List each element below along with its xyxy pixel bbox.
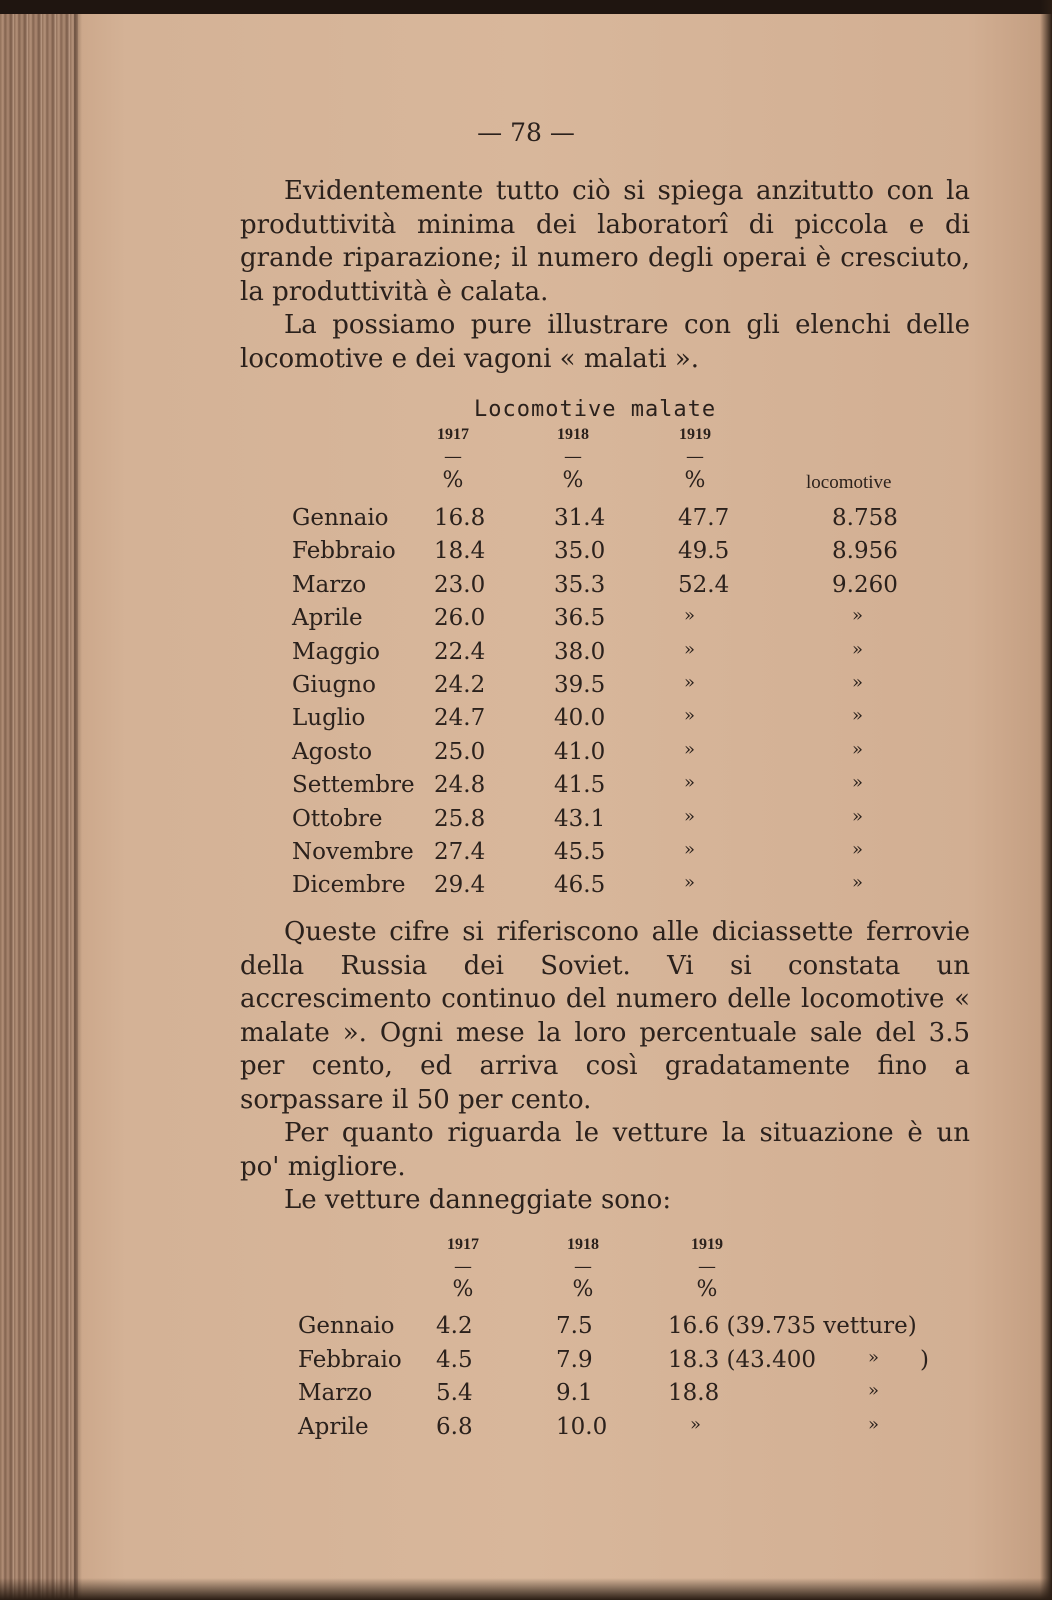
table2-pct-1: % — [452, 1277, 474, 1302]
table1-dash-1: — — [444, 446, 462, 467]
value-1918: 46.5 — [554, 872, 606, 899]
table1-row — [292, 639, 932, 672]
value-1919: » — [684, 805, 696, 827]
value-1918: 38.0 — [554, 638, 606, 665]
table1-locomotive-header: locomotive — [806, 472, 892, 493]
value-1919: 49.5 — [678, 538, 730, 565]
table1-row — [292, 572, 932, 605]
table1-year-1918: 1918 — [557, 426, 589, 443]
month-label: Aprile — [292, 605, 363, 632]
table1-pct-2: % — [562, 468, 584, 493]
table2-row — [298, 1347, 948, 1380]
value-1917: 25.8 — [434, 805, 486, 832]
month-label: Febbraio — [292, 538, 396, 565]
page-stack-edge — [0, 0, 78, 1600]
value-1919: 47.7 — [678, 505, 730, 531]
table1-row — [292, 505, 932, 538]
value-1919: » — [684, 638, 696, 660]
locomotive-count: » — [852, 872, 864, 894]
value-1919: 16.6 (39.735 vetture) — [668, 1313, 917, 1339]
value-1918: 45.5 — [554, 839, 606, 865]
month-label: Settembre — [292, 772, 415, 799]
value-1918: 10.0 — [556, 1413, 608, 1440]
table1-row — [292, 806, 932, 839]
month-label: Aprile — [298, 1413, 369, 1440]
table1-year-1919: 1919 — [679, 426, 711, 443]
page-number: — 78 — — [477, 118, 575, 147]
month-label: Agosto — [292, 738, 373, 765]
table2-pct-3: % — [696, 1277, 718, 1302]
value-1919: » — [684, 872, 696, 894]
table2-dash-2: — — [574, 1256, 592, 1277]
value-1919: 52.4 — [678, 571, 730, 598]
value-1919: » — [684, 705, 696, 727]
locomotive-count: » — [852, 738, 864, 760]
value-1918: 40.0 — [554, 705, 606, 732]
value-1917: 24.2 — [434, 672, 486, 698]
value-1917: 24.7 — [434, 705, 486, 732]
locomotive-count: 8.758 — [832, 505, 898, 531]
table2-year-1917: 1917 — [447, 1236, 479, 1253]
value-1919: » — [684, 839, 696, 860]
value-1919: » — [684, 605, 696, 627]
value-1918: 9.1 — [556, 1380, 593, 1407]
locomotive-count: » — [852, 705, 864, 727]
ditto-mark: » — [868, 1346, 880, 1368]
month-label: Gennaio — [298, 1313, 395, 1339]
value-1918: 41.0 — [554, 738, 606, 765]
ditto-mark: » — [868, 1380, 880, 1402]
table1-year-1917: 1917 — [437, 426, 469, 443]
locomotive-count: » — [852, 672, 864, 693]
table1-dash-3: — — [686, 446, 704, 467]
locomotive-count: 9.260 — [832, 571, 898, 598]
value-1917: 25.0 — [434, 738, 486, 765]
table1-dash-2: — — [564, 446, 582, 467]
value-1918: 39.5 — [554, 672, 606, 698]
value-1917: 18.4 — [434, 538, 486, 565]
body-text — [240, 916, 970, 1218]
top-shadow — [0, 0, 1052, 14]
table1-row — [292, 739, 932, 772]
locomotive-count: 8.956 — [832, 538, 898, 565]
month-label: Marzo — [298, 1380, 373, 1407]
table1-row — [292, 772, 932, 805]
value-1919: » — [684, 772, 696, 794]
value-1918: 35.3 — [554, 571, 606, 598]
value-1919: » — [690, 1413, 702, 1435]
value-1917: 16.8 — [434, 505, 486, 531]
paragraph-2: La possiamo pure illustrare con gli elenchi delle locomotive e dei vagoni « malati ». — [240, 310, 970, 374]
value-1918: 31.4 — [554, 505, 606, 531]
value-1918: 35.0 — [554, 538, 606, 565]
value-1917: 4.5 — [436, 1346, 473, 1373]
value-1918: 36.5 — [554, 605, 606, 632]
table2-row — [298, 1313, 948, 1346]
month-label: Gennaio — [292, 505, 389, 531]
ditto-mark: » — [868, 1413, 880, 1435]
table2-dash-3: — — [698, 1256, 716, 1277]
value-1917: 24.8 — [434, 772, 486, 799]
table2-row — [298, 1380, 948, 1413]
locomotive-count: » — [852, 605, 864, 627]
table2-dash-1: — — [454, 1256, 472, 1277]
month-label: Febbraio — [298, 1346, 402, 1373]
locomotive-count: » — [852, 805, 864, 827]
table1-row — [292, 705, 932, 738]
table1-row — [292, 872, 932, 905]
value-1917: 4.2 — [436, 1313, 473, 1339]
locomotive-count: » — [852, 839, 864, 860]
table1-title: Locomotive malate — [474, 397, 717, 422]
month-label: Marzo — [292, 571, 367, 598]
paragraph-5: Le vetture danneggiate sono: — [284, 1185, 672, 1215]
table2-year-1919: 1919 — [691, 1236, 723, 1253]
value-1919: » — [684, 738, 696, 760]
value-1917: 6.8 — [436, 1413, 473, 1440]
table2-pct-2: % — [572, 1277, 594, 1302]
month-label: Luglio — [292, 705, 366, 732]
month-label: Ottobre — [292, 805, 383, 832]
value-1918: 43.1 — [554, 805, 606, 832]
locomotive-count: » — [852, 772, 864, 794]
value-1917: 27.4 — [434, 839, 486, 865]
month-label: Novembre — [292, 839, 414, 865]
table1-pct-1: % — [442, 468, 464, 493]
value-1917: 26.0 — [434, 605, 486, 632]
table2-year-1918: 1918 — [567, 1236, 599, 1253]
month-label: Maggio — [292, 638, 380, 665]
value-1917: 5.4 — [436, 1380, 473, 1407]
closing-paren: ) — [920, 1346, 929, 1373]
table1-row — [292, 538, 932, 571]
bottom-shadow — [0, 1578, 1052, 1600]
table1-row — [292, 672, 932, 705]
right-shadow — [1040, 0, 1052, 1600]
value-1918: 7.9 — [556, 1346, 593, 1373]
paragraph-4: Per quanto riguarda le vetture la situazione è un po' migliore. — [240, 1118, 970, 1182]
month-label: Giugno — [292, 672, 376, 698]
month-label: Dicembre — [292, 872, 406, 899]
intro-text — [240, 175, 970, 376]
locomotive-count: » — [852, 638, 864, 660]
paragraph-1: Evidentemente tutto ciò si spiega anzitutto con la produttività minima dei laboratorî di piccola e di grande riparazione; il numero degli operai è cresciuto, la produttività è calata. — [240, 176, 970, 307]
table1-row — [292, 605, 932, 638]
value-1919: 18.3 (43.400 — [668, 1346, 816, 1373]
table2-row — [298, 1414, 948, 1447]
value-1919: 18.8 — [668, 1380, 720, 1407]
value-1919: » — [684, 672, 696, 693]
value-1917: 22.4 — [434, 638, 486, 665]
value-1917: 23.0 — [434, 571, 486, 598]
table1-row — [292, 839, 932, 872]
table1-pct-3: % — [684, 468, 706, 493]
paragraph-3: Queste cifre si riferiscono alle diciassette ferrovie della Russia dei Soviet. Vi si constata un accrescimento continuo del numero delle locomotive « malate ». Ogni mese la loro percentuale sale del 3.5 per cento, ed arriva così gradatamente fino a sorpassare il 50 per cento. — [240, 917, 970, 1115]
value-1918: 7.5 — [556, 1313, 593, 1339]
value-1917: 29.4 — [434, 872, 486, 899]
value-1918: 41.5 — [554, 772, 606, 799]
